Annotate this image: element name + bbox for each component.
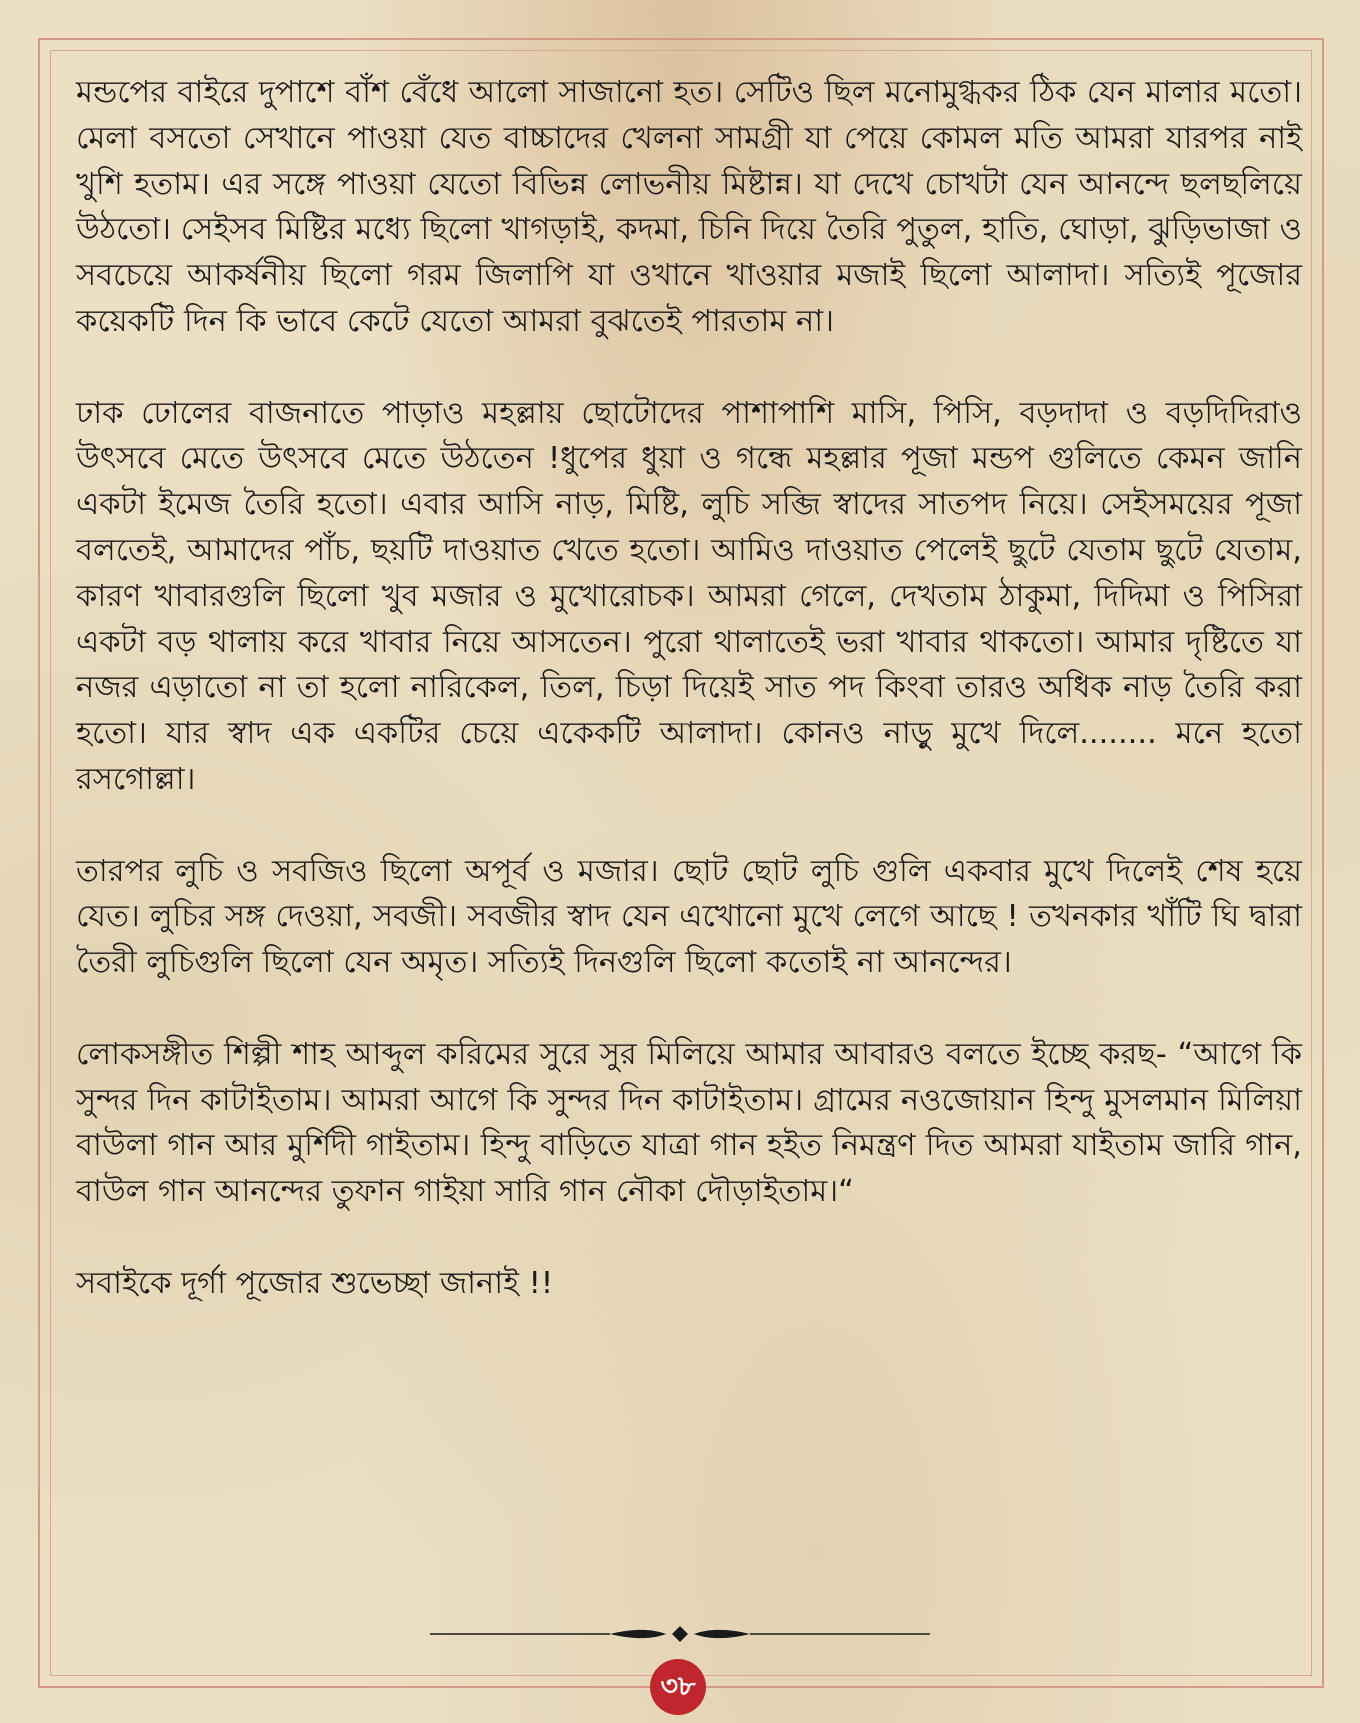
- paragraph-folk-song: লোকসঙ্গীত শিল্পী শাহ আব্দুল করিমের সুরে সুর মিলিয়ে আমার আবারও বলতে ইচ্ছে করছ- “আগে কি সুন্দর দিন কাটাইতাম। আমরা আগে কি সুন্দর দিন কাটাইতাম। গ্রামের নওজোয়ান হিন্দু মুসলমান মিলিয়া বাউলা গান আর মুর্শিদী গাইতাম। হিন্দু বাড়িতে যাত্রা গান হইত নিমন্ত্রণ দিত আমরা যাইতাম জারি গান, বাউল গান আনন্দের তুফান গাইয়া সারি গান নৌকা দৌড়াইতাম।“: [76, 1036, 1302, 1210]
- page-number-badge: ৩৮: [650, 1659, 706, 1715]
- closing-greeting: সবাইকে দূর্গা পূজোর শুভেচ্ছা জানাই !!: [76, 1265, 554, 1301]
- paragraph-dhak-and-food: ঢাক ঢোলের বাজনাতে পাড়াও মহল্লায় ছোটোদের পাশাপাশি মাসি, পিসি, বড়দাদা ও বড়দিদিরাও উৎসবে মেতে উৎসবে মেতে উঠতেন !ধুপের ধুয়া ও গন্ধে মহল্লার পূজা মন্ডপ গুলিতে কেমন জানি একটা ইমেজ তৈরি হতো। এবার আসি নাড়, মিষ্টি, লুচি সব্জি স্বাদের সাতপদ নিয়ে। সেইসময়ের পূজা বলতেই, আমাদের পাঁচ, ছয়টি দাওয়াত খেতে হতো। আমিও দাওয়াত পেলেই ছুটে যেতাম ছুটে যেতাম, কারণ খাবারগুলি ছিলো খুব মজার ও মুখোরোচক। আমরা গেলে, দেখতাম ঠাকুমা, দিদিমা ও পিসিরা একটা বড় থালায় করে খাবার নিয়ে আসতেন। পুরো থালাতেই ভরা খাবার থাকতো। আমার দৃষ্টিতে যা নজর এড়াতো না তা হলো নারিকেল, তিল, চিড়া দিয়েই সাত পদ কিংবা তারও অধিক নাড় তৈরি করা হতো। যার স্বাদ এক একটির চেয়ে একেকটি আলাদা। কোনও নাড়ু মুখে দিলে........ মনে হতো রসগোল্লা।: [76, 395, 1302, 797]
- divider-ornament-icon: [430, 1620, 930, 1648]
- article-body: [76, 70, 1302, 1352]
- paragraph-mandap-decoration: মন্ডপের বাইরে দুপাশে বাঁশ বেঁধে আলো সাজানো হত। সেটিও ছিল মনোমুগ্ধকর ঠিক যেন মালার মতো। মেলা বসতো সেখানে পাওয়া যেত বাচ্চাদের খেলনা সামগ্রী যা পেয়ে কোমল মতি আমরা যারপর নাই খুশি হতাম। এর সঙ্গে পাওয়া যেতো বিভিন্ন লোভনীয় মিষ্টান্ন। যা দেখে চোখটা যেন আনন্দে ছলছলিয়ে উঠতো। সেইসব মিষ্টির মধ্যে ছিলো খাগড়াই, কদমা, চিনি দিয়ে তৈরি পুতুল, হাতি, ঘোড়া, ঝুড়িভাজা ও সবচেয়ে আকর্ষনীয় ছিলো গরম জিলাপি যা ওখানে খাওয়ার মজাই ছিলো আলাদা। সত্যিই পূজোর কয়েকটি দিন কি ভাবে কেটে যেতো আমরা বুঝতেই পারতাম না।: [76, 75, 1302, 339]
- paragraph-luchi-sabji: তারপর লুচি ও সবজিও ছিলো অপূর্ব ও মজার। ছোট ছোট লুচি গুলি একবার মুখে দিলেই শেষ হয়ে যেত। লুচির সঙ্গ দেওয়া, সবজী। সবজীর স্বাদ যেন এখোনো মুখে লেগে আছে ! তখনকার খাঁটি ঘি দ্বারা তৈরী লুচিগুলি ছিলো যেন অমৃত। সত্যিই দিনগুলি ছিলো কতোই না আনন্দের।: [76, 853, 1302, 981]
